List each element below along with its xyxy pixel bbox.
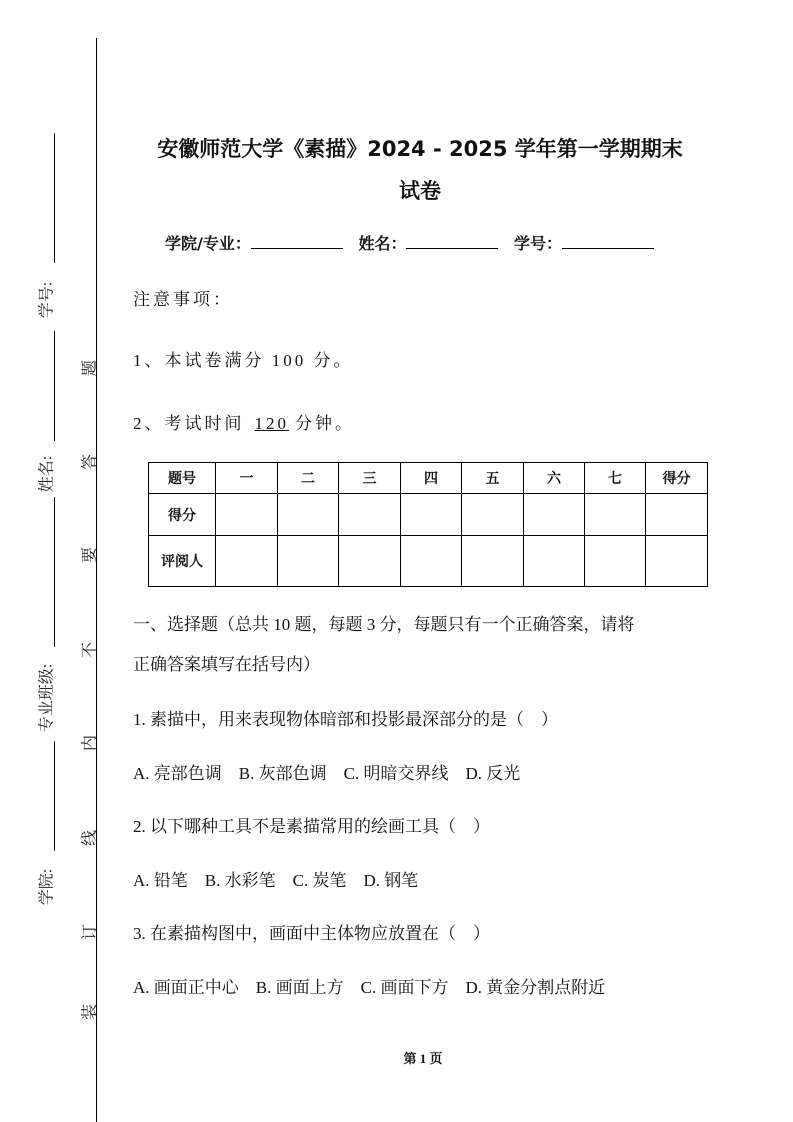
score-cell[interactable] xyxy=(462,494,524,536)
question-2: 2. 以下哪种工具不是素描常用的绘画工具（ ） xyxy=(133,817,490,836)
student-id-field-label: 学号: xyxy=(38,281,56,319)
margin-warning-char: 装 xyxy=(81,1003,99,1021)
reviewer-cell[interactable] xyxy=(585,536,646,587)
margin-warning-char: 内 xyxy=(81,734,99,752)
row-label: 得分 xyxy=(149,494,216,536)
reviewer-cell[interactable] xyxy=(646,536,708,587)
question-3: 3. 在素描构图中，画面中主体物应放置在（ ） xyxy=(133,924,490,943)
section-heading-line2: 正确答案填写在括号内） xyxy=(133,655,320,674)
notice-heading: 注意事项： xyxy=(133,290,233,309)
exam-duration: 120 xyxy=(254,414,289,433)
table-header-cell: 七 xyxy=(585,463,646,494)
question-2-options: A. 铅笔 B. 水彩笔 C. 炭笔 D. 钢笔 xyxy=(133,871,419,890)
notice-item-2-prefix: 2、考试时间 xyxy=(133,414,245,433)
reviewer-cell[interactable] xyxy=(401,536,462,587)
reviewer-cell[interactable] xyxy=(524,536,585,587)
name-blank[interactable] xyxy=(406,248,498,249)
student-info-row xyxy=(165,231,654,254)
notice-item-2 xyxy=(133,409,355,434)
question-1-options: A. 亮部色调 B. 灰部色调 C. 明暗交界线 D. 反光 xyxy=(133,764,521,783)
table-header-cell: 六 xyxy=(524,463,585,494)
margin-warning-char: 题 xyxy=(81,359,99,377)
table-row xyxy=(149,536,708,587)
question-3-options: A. 画面正中心 B. 画面上方 C. 画面下方 D. 黄金分割点附近 xyxy=(133,978,606,997)
table-header-cell: 题号 xyxy=(149,463,216,494)
score-cell[interactable] xyxy=(401,494,462,536)
margin-warning-char: 线 xyxy=(81,829,99,847)
table-header-row xyxy=(149,463,708,494)
exam-title-line2: 试卷 xyxy=(399,179,441,203)
reviewer-cell[interactable] xyxy=(339,536,401,587)
table-header-cell: 三 xyxy=(339,463,401,494)
table-header-cell: 五 xyxy=(462,463,524,494)
student-id-blank[interactable] xyxy=(562,248,654,249)
student-id-label: 学号： xyxy=(514,234,563,253)
exam-title: 安徽师范大学《素描》2024 - 2025 学年第一学期期末 xyxy=(157,137,683,161)
score-cell[interactable] xyxy=(524,494,585,536)
page-number: 第 1 页 xyxy=(403,1051,443,1066)
margin-warning-char: 不 xyxy=(81,641,99,659)
table-row xyxy=(149,494,708,536)
notice-item-1: 1、本试卷满分 100 分。 xyxy=(133,351,354,370)
row-label: 评阅人 xyxy=(149,536,216,587)
table-header-cell: 四 xyxy=(401,463,462,494)
table-header-cell: 得分 xyxy=(646,463,708,494)
college-major-label: 学院/专业： xyxy=(165,234,251,253)
notice-item-2-suffix: 分钟。 xyxy=(295,414,355,433)
score-cell[interactable] xyxy=(585,494,646,536)
margin-warning-char: 要 xyxy=(81,546,99,564)
margin-warning-char: 订 xyxy=(81,923,99,941)
field-line xyxy=(54,497,55,647)
name-field-label: 姓名: xyxy=(38,455,56,493)
name-label: 姓名： xyxy=(358,234,407,253)
reviewer-cell[interactable] xyxy=(216,536,278,587)
section-heading: 一、选择题（总共 10 题，每题 3 分，每题只有一个正确答案，请将 xyxy=(133,615,635,634)
field-line xyxy=(54,741,55,851)
reviewer-cell[interactable] xyxy=(278,536,339,587)
table-header-cell: 一 xyxy=(216,463,278,494)
reviewer-cell[interactable] xyxy=(462,536,524,587)
margin-warning-char: 答 xyxy=(81,453,99,471)
table-header-cell: 二 xyxy=(278,463,339,494)
college-major-blank[interactable] xyxy=(251,248,343,249)
question-1: 1. 素描中，用来表现物体暗部和投影最深部分的是（ ） xyxy=(133,710,558,729)
score-cell[interactable] xyxy=(339,494,401,536)
score-cell[interactable] xyxy=(278,494,339,536)
score-cell[interactable] xyxy=(646,494,708,536)
score-cell[interactable] xyxy=(216,494,278,536)
field-line xyxy=(54,331,55,441)
college-field-label: 学院: xyxy=(38,868,56,906)
major-class-field-label: 专业班级: xyxy=(38,663,56,733)
score-table xyxy=(148,462,708,587)
